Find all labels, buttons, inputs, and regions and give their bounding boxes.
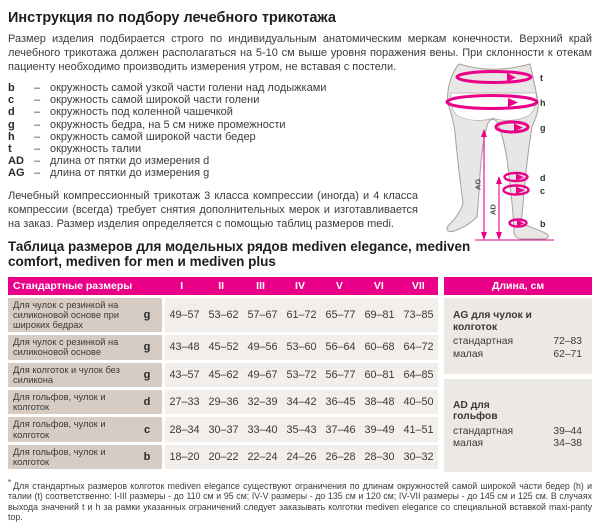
size-value: 43–48: [169, 341, 200, 354]
size-value: 56–77: [325, 368, 356, 381]
footnote-text: Для стандартных размеров колготок mediven elegance существуют ограничения по длинам окружностей самой широкой части бедер (h) и талии (t) соответственно: I-III размеры - до 110 см и 95 см; IV-V размеры - до 135 см и 120 см; IV-VII размеры - до 145 см и 125 см. В случаях выхода значений t и h за рамки указанных ограничений следует заказывать колготки mediven elegance со специальной вставкой maxi-panty top.: [8, 481, 592, 522]
size-value: 43–57: [169, 368, 200, 381]
table-row: [8, 390, 438, 414]
length-row: [453, 426, 582, 439]
row-param: g: [143, 368, 151, 381]
dash: –: [34, 82, 41, 94]
table-row: [8, 335, 438, 359]
content-row: [8, 73, 592, 231]
size-value: 36–45: [325, 396, 356, 409]
size-value: 30–32: [403, 451, 434, 464]
size-value: 28–34: [169, 423, 200, 436]
size-value: 37–46: [325, 423, 356, 436]
definition-row: [8, 167, 440, 179]
size-value: 60–81: [364, 368, 395, 381]
figure-label-t: t: [540, 73, 543, 83]
footnote-marker: *: [8, 478, 12, 488]
figure-label-ag: AG: [473, 178, 483, 190]
definition-row: [8, 143, 440, 155]
table-row: [8, 417, 438, 441]
length-block-ag: [444, 298, 592, 374]
table-row: [8, 445, 438, 469]
leg-measurement-diagram: [442, 60, 594, 252]
row-param: g: [143, 341, 151, 354]
length-panel: [444, 277, 592, 473]
figure-label-c: c: [540, 186, 546, 196]
figure-label-b: b: [540, 219, 546, 229]
definition-row: [8, 106, 440, 118]
figure-label-g: g: [540, 123, 546, 133]
size-value: 28–30: [364, 451, 395, 464]
size-value: 65–77: [325, 308, 356, 321]
size-column-header: V: [335, 279, 343, 292]
size-column-header: VI: [373, 279, 384, 292]
figure-label-d: d: [540, 173, 546, 183]
size-column-header: VII: [411, 279, 425, 292]
dash: –: [34, 155, 41, 168]
size-table: [8, 277, 438, 473]
dash: –: [34, 167, 41, 180]
size-value: 61–72: [286, 308, 317, 321]
size-value: 26–28: [325, 451, 356, 464]
ad-arrow-top: [496, 176, 502, 184]
size-table-header: [8, 277, 438, 295]
length-value: 72–83: [553, 336, 582, 348]
definition-row: [8, 119, 440, 131]
size-value: 35–43: [286, 423, 317, 436]
size-value: 53–72: [286, 368, 317, 381]
measurement-desc: окружность самой широкой части бедер: [50, 130, 256, 143]
size-value: 45–52: [208, 341, 239, 354]
size-value: 69–81: [364, 308, 395, 321]
row-values: [165, 363, 438, 387]
length-panel-header: Длина, см: [444, 277, 592, 295]
measurement-key: AG: [8, 167, 25, 180]
length-row: [453, 336, 582, 349]
figure-label-ad: AD: [488, 204, 498, 215]
size-value: 45–62: [208, 368, 239, 381]
length-row: [453, 438, 582, 451]
table-row: [8, 298, 438, 333]
length-name: малая: [453, 348, 484, 360]
measurement-key: c: [8, 94, 15, 107]
definition-row: [8, 131, 440, 143]
row-label: Для чулок с резинкой на силиконовой основе при широких бедрах: [13, 299, 119, 331]
row-param: c: [143, 423, 151, 436]
body-silhouette: [447, 64, 548, 239]
length-name: стандартная: [453, 336, 514, 348]
dash: –: [34, 106, 41, 119]
length-row: [453, 349, 582, 362]
size-value: 30–37: [208, 423, 239, 436]
row-label: Для колготок и чулок без силикона: [13, 364, 120, 385]
custom-order-note: Лечебный компрессионный трикотаж 3 класса компрессии (иногда) и 4 класса компрессии (всегда) требует снятия дополнительных мерок и изготавливается на заказ. Размер изделия определяется с помощью таблиц размеров medi.: [8, 189, 418, 230]
size-value: 32–39: [247, 396, 278, 409]
size-value: 73–85: [403, 308, 434, 321]
size-value: 64–85: [403, 368, 434, 381]
size-value: 18–20: [169, 451, 200, 464]
length-value: 39–44: [553, 425, 582, 437]
footnote: [8, 478, 592, 522]
measurement-key: h: [8, 130, 15, 143]
size-table-section: [8, 277, 592, 473]
size-value: 56–64: [325, 341, 356, 354]
size-value: 38–48: [364, 396, 395, 409]
page-title: Инструкция по подбору лечебного трикотажа: [8, 10, 336, 26]
row-param: b: [143, 451, 151, 464]
length-name: малая: [453, 438, 484, 450]
size-value: 64–72: [403, 341, 434, 354]
size-column-headers: [162, 280, 438, 292]
size-column-header: III: [256, 279, 265, 292]
definition-row: [8, 94, 440, 106]
length-block-title: AG для чулок и колготок: [453, 310, 532, 333]
row-label: Для гольфов, чулок и колготок: [13, 446, 106, 468]
ad-arrow-bottom: [496, 232, 502, 240]
size-value: 22–24: [247, 451, 278, 464]
measurement-desc: длина от пятки до измерения g: [50, 167, 210, 180]
row-values: [165, 335, 438, 359]
measurement-key: b: [8, 82, 15, 94]
measurement-desc: окружность самой широкой части голени: [50, 94, 260, 107]
row-param: g: [143, 308, 151, 321]
size-value: 49–57: [169, 308, 200, 321]
measurement-key: d: [8, 106, 15, 119]
size-table-header-label: Стандартные размеры: [13, 279, 133, 292]
size-table-heading: Таблица размеров для модельных рядов mediven elegance, mediven comfort, mediven for men и mediven plus: [8, 238, 471, 270]
length-name: стандартная: [453, 425, 514, 437]
row-values: [165, 298, 438, 333]
row-values: [165, 417, 438, 441]
size-value: 41–51: [403, 423, 434, 436]
size-column-header: I: [180, 279, 184, 292]
size-value: 40–50: [403, 396, 434, 409]
measurement-desc: окружность талии: [50, 143, 142, 156]
length-block-ad: [444, 379, 592, 473]
size-value: 20–22: [208, 451, 239, 464]
row-values: [165, 390, 438, 414]
row-values: [165, 445, 438, 469]
size-value: 49–67: [247, 368, 278, 381]
dash: –: [34, 94, 41, 107]
measurement-desc: окружность самой узкой части голени над лодыжками: [50, 82, 327, 94]
length-value: 62–71: [553, 348, 582, 360]
size-value: 24–26: [286, 451, 317, 464]
figure-label-h: h: [540, 98, 546, 108]
size-value: 33–40: [247, 423, 278, 436]
dash: –: [34, 143, 41, 156]
size-value: 49–56: [247, 341, 278, 354]
size-value: 29–36: [208, 396, 239, 409]
row-param: d: [143, 396, 151, 409]
measurement-diagram-svg: [442, 60, 594, 252]
dash: –: [34, 118, 41, 131]
size-value: 27–33: [169, 396, 200, 409]
size-value: 53–62: [208, 308, 239, 321]
size-value: 60–68: [364, 341, 395, 354]
intro-paragraph: Размер изделия подбирается строго по индивидуальным анатомическим меркам конечности. Верхний край лечебного трикотажа должен располагаться на 5-10 см выше уровня поражения вены. При склонности к отекам пациенту необходимо производить измерения утром, не вставая с постели.: [8, 33, 592, 73]
table-row: [8, 363, 438, 387]
ag-arrow-bottom: [481, 232, 487, 240]
size-column-header: II: [218, 279, 225, 292]
measurement-desc: длина от пятки до измерения d: [50, 155, 210, 168]
measurement-definitions: [8, 82, 440, 180]
dash: –: [34, 130, 41, 143]
measurement-key: AD: [8, 155, 24, 168]
row-label: Для чулок с резинкой на силиконовой основе: [13, 337, 119, 358]
size-value: 57–67: [247, 308, 278, 321]
size-value: 34–42: [286, 396, 317, 409]
length-block-title: AD для гольфов: [453, 399, 498, 423]
row-label: Для гольфов, чулок и колготок: [13, 392, 106, 413]
measurement-key: t: [8, 143, 12, 156]
measurement-desc: окружность бедра, на 5 см ниже промежности: [50, 118, 286, 131]
definition-row: [8, 82, 440, 94]
length-value: 34–38: [553, 438, 582, 450]
row-label: Для гольфов, чулок и колготок: [13, 419, 106, 440]
size-value: 53–60: [286, 341, 317, 354]
measurement-key: g: [8, 118, 15, 131]
size-column-header: IV: [295, 279, 305, 292]
size-value: 39–49: [364, 423, 395, 436]
definition-row: [8, 155, 440, 167]
measurement-desc: окружность под коленной чашечкой: [50, 106, 233, 119]
